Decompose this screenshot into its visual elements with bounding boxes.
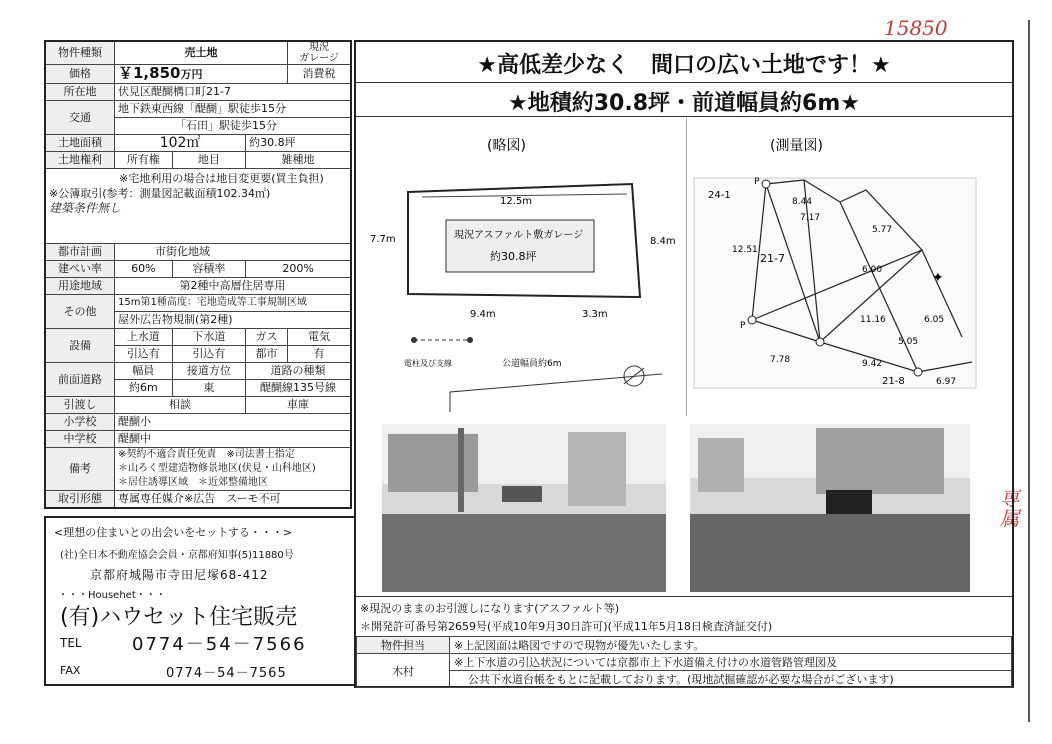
equip-val-water: 引込有: [115, 346, 173, 363]
area-tsubo: 約30.8坪: [246, 135, 351, 152]
deal-type-value: 専属専任媒介※広告 スーモ不可: [115, 491, 352, 509]
middle-school-label: 中学校: [45, 431, 115, 448]
survey-label: 5.77: [872, 225, 893, 235]
transport-line-2: 「石田」駅徒歩15分: [115, 118, 352, 135]
road-edge: [450, 374, 662, 412]
sketch-map: [362, 122, 684, 422]
zone-label: 用途地域: [45, 278, 115, 295]
agent-association: (社)全日本不動産協会会員・京都府知事(5)11880号: [60, 550, 294, 561]
city-plan-label: 都市計画: [45, 244, 115, 261]
survey-label: 6.97: [936, 377, 957, 387]
page-edge-line: [1028, 20, 1030, 722]
chimoku-value: 雑種地: [246, 152, 351, 169]
sketch-title: (略図): [487, 138, 526, 154]
survey-label: 9.42: [862, 359, 883, 369]
site-photo-1: [382, 424, 666, 592]
handwritten-note: 専属: [996, 488, 1020, 528]
road-label: 公道幅員約6m: [502, 359, 562, 369]
other-label: その他: [45, 295, 115, 329]
delivery-label: 引渡し: [45, 397, 115, 414]
road-val-type: 醍醐線135号線: [246, 380, 351, 397]
agent-company-name: (有)ハウセット住宅販売: [60, 605, 298, 630]
survey-lot-label: 21-7: [760, 252, 785, 265]
survey-label: 8.44: [792, 197, 813, 207]
rights-label: 土地権利: [45, 152, 115, 169]
staff-name: 木村: [357, 654, 450, 688]
note-line-2: ※上下水道の引込状況については京都市上下水道備え付けの水道管路管理図及: [450, 654, 1012, 671]
city-plan-value: 市街化地域: [115, 244, 352, 261]
rights-value: 所有権: [115, 152, 173, 169]
dim-bottom-1: 9.4m: [470, 309, 496, 320]
site-photo-2: [690, 424, 970, 592]
area-label: 土地面積: [45, 135, 115, 152]
dim-right: 8.4m: [650, 236, 676, 247]
survey-lot-label: 21-8: [882, 376, 905, 387]
type-label: 物件種類: [45, 41, 115, 65]
survey-label: 5.05: [898, 337, 919, 347]
property-spec-table: [44, 40, 352, 509]
dim-bottom-2: 3.3m: [582, 309, 608, 320]
handwritten-condition: 建築条件無し: [49, 201, 122, 215]
address-label: 所在地: [45, 84, 115, 101]
other-line-2: 屋外広告物規制(第2種): [115, 312, 352, 329]
equip-head-electric: 電気: [288, 329, 352, 346]
equipment-label: 設備: [45, 329, 115, 363]
equip-val-electric: 有: [288, 346, 352, 363]
survey-label: 6.05: [924, 315, 945, 325]
right-panel: [354, 40, 1014, 688]
photo-note-2: ＊開発許可番号第2659号(平成10年9月30日許可)(平成11年5月18日検査済証交付): [360, 620, 773, 633]
road-val-direction: 東: [172, 380, 245, 397]
photo-note-1: ※現況のままのお引渡しになります(アスファルト等): [360, 602, 620, 615]
notes-table: [356, 636, 1012, 688]
handwritten-number: 15850: [884, 16, 948, 40]
deal-type-label: 取引形態: [45, 491, 115, 509]
road-head-type: 道路の種類: [246, 363, 351, 380]
divider: [356, 596, 1012, 597]
dim-left: 7.7m: [370, 234, 396, 245]
bcr-value: 60%: [115, 261, 173, 278]
type-value: 売土地: [115, 41, 288, 65]
survey-label: 7.78: [770, 355, 791, 365]
transport-label: 交通: [45, 101, 115, 135]
survey-title: (測量図): [770, 138, 823, 154]
road-label: 前面道路: [45, 363, 115, 397]
tel-label: TEL: [60, 636, 82, 650]
divider: [356, 116, 1012, 117]
survey-point: P: [740, 321, 746, 331]
pole-legend: 電柱及び支線: [404, 359, 452, 368]
fax-label: FAX: [60, 664, 81, 677]
agent-info-box: [44, 516, 356, 686]
transport-line-1: 地下鉄東西線「醍醐」駅徒歩15分: [115, 101, 352, 118]
equip-head-sewer: 下水道: [172, 329, 245, 346]
far-label: 容積率: [172, 261, 245, 278]
address-value: 伏見区醍醐構口町21-7: [115, 84, 352, 101]
equip-head-water: 上水道: [115, 329, 173, 346]
agent-phone: 0774－54－7566: [132, 634, 307, 655]
far-value: 200%: [246, 261, 351, 278]
road-head-direction: 接道方位: [172, 363, 245, 380]
agent-fax: 0774－54－7565: [166, 666, 287, 681]
zone-value: 第2種中高層住居専用: [115, 278, 352, 295]
equip-head-gas: ガス: [246, 329, 288, 346]
land-notes: ※宅地利用の場合は地目変更要(買主負担) ※公簿取引(参考：測量図記載面積102.34㎡) 建築条件無し: [45, 169, 351, 244]
road-val-width: 約6m: [115, 380, 173, 397]
agent-slogan: <理想の住まいとの出会いをセットする・・・>: [54, 526, 293, 539]
divider: [686, 118, 687, 416]
divider: [356, 82, 1012, 83]
tax-label: 消費税: [288, 65, 352, 84]
bcr-label: 建ぺい率: [45, 261, 115, 278]
area-value: 102㎡: [115, 135, 246, 152]
headline-main: ★高低差少なく 間口の広い土地です！★: [477, 53, 891, 78]
chimoku-label: 地目: [172, 152, 245, 169]
agent-brand: ・・・Househet・・・: [58, 590, 166, 601]
parking-label: 車庫: [246, 397, 351, 414]
survey-map: [692, 122, 1008, 402]
road-head-width: 幅員: [115, 363, 173, 380]
remarks-label: 備考: [45, 448, 115, 491]
pole-marker: [467, 337, 473, 343]
dim-top: 12.5m: [500, 196, 533, 207]
survey-label: 6.00: [862, 265, 883, 275]
elementary-value: 醍醐小: [115, 414, 352, 431]
survey-label: 11.16: [860, 315, 886, 325]
current-status: 現況 ガレージ: [288, 41, 352, 65]
other-line-1: 15m第1種高度：宅地造成等工事規制区域: [115, 295, 352, 312]
remarks-value: ※契約不適合責任免責 ※司法書士指定 ＊山ろく型建造物修景地区(伏見・山科地区) ＊居住誘導区域 ＊近郊整備地区: [115, 448, 352, 491]
middle-school-value: 醍醐中: [115, 431, 352, 448]
north-star-icon: ✦: [932, 270, 944, 286]
survey-label: 12.51: [732, 245, 758, 255]
survey-label: 7.17: [800, 213, 821, 223]
garage-label: 現況アスファルト敷ガレージ: [454, 230, 584, 241]
headline-sub: ★地積約30.8坪・前道幅員約6m★: [508, 91, 860, 116]
equip-val-gas: 都市: [246, 346, 288, 363]
price-label: 価格: [45, 65, 115, 84]
price-value: ￥1,850万円: [115, 65, 288, 84]
garage-area: [446, 220, 594, 272]
garage-area-value: 約30.8坪: [490, 250, 537, 263]
survey-point: P: [754, 177, 760, 187]
elementary-label: 小学校: [45, 414, 115, 431]
note-line-1: ※上記図面は略図ですので現物が優先いたします。: [450, 637, 1012, 654]
survey-label: 24-1: [708, 190, 731, 201]
agent-address: 京都府城陽市寺田尼塚68-412: [90, 568, 269, 582]
note-line-3: 公共下水道台帳をもとに記載しております。(現地試掘確認が必要な場合がございます): [450, 671, 1012, 688]
pole-marker: [411, 337, 417, 343]
delivery-value: 相談: [115, 397, 246, 414]
equip-val-sewer: 引込有: [172, 346, 245, 363]
staff-label: 物件担当: [357, 637, 450, 654]
